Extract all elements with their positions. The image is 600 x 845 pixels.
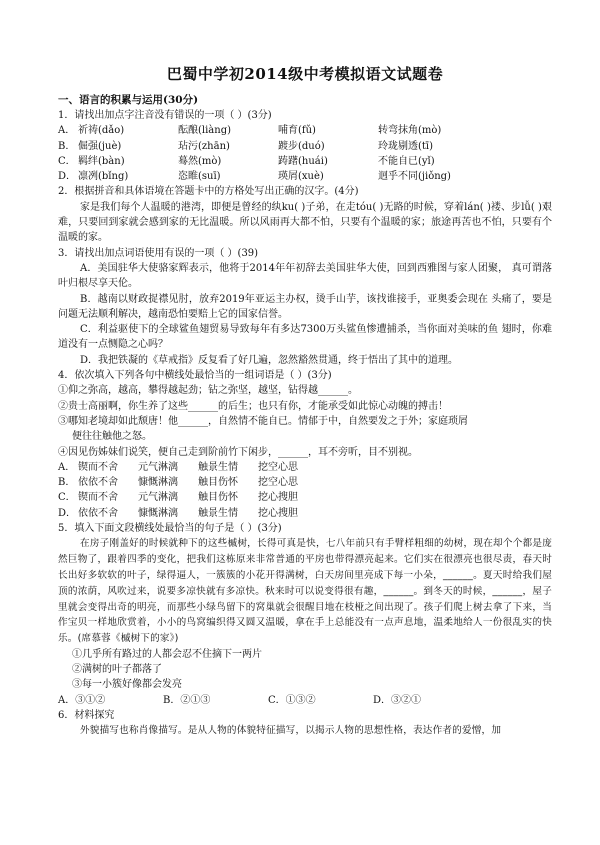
option-cell: 不能自已(yǐ) xyxy=(378,155,435,167)
option-cell: 瑛屑(xuè) xyxy=(278,171,324,183)
option-cell: 迥乎不同(jiǒng) xyxy=(378,171,451,183)
question-2-stem: 2．根据拼音和具体语境在答题卡中的方格处写出正确的汉字。(4分) xyxy=(58,186,359,198)
q4-sentence-2: ②贵士高丽啊，你生养了这些______的后生；也只有你，才能承受如此惊心动魄的搏击！ xyxy=(58,400,448,412)
option-label: D． xyxy=(58,171,77,183)
q4-sentence-3-cont: 便往往触他之怒。 xyxy=(72,431,152,443)
q3-option-c: C．利益驱使下的全球鲨鱼翅贸易导致每年有多达7300万头鲨鱼惨遭捕杀，当你面对美味的鱼 翅时，你难道没有一点恻隐之心吗？ xyxy=(58,324,552,351)
question-5-stem: 5．填入下面文段横线处最恰当的句子是（ ）(3分) xyxy=(58,523,282,535)
option-label: B． xyxy=(58,140,76,152)
q3-option-b: B．越南以财政捉襟见肘，放弃2019年亚运主办权，烫手山芋，该找谁接手，亚奥委会现在 头痛了，要是问题无法顺利解决，越南恐怕要赔上它的国家信誉。 xyxy=(58,293,552,320)
question-4-stem: 4．依次填入下列各句中横线处最恰当的一组词语是（ ）(3分) xyxy=(58,370,332,382)
option-label: A． xyxy=(58,125,76,137)
question-1-stem: 1．请找出加点字注音没有错误的一项（ ）(3分) xyxy=(58,110,272,121)
option-cell: 踱步(duó) xyxy=(278,140,325,152)
q5-options xyxy=(58,693,552,708)
q4-sentence-4: ④因见伤姊妹们说笑，便自己走到阶前竹下闲步，______，耳不旁听，目不别视。 xyxy=(58,446,418,458)
option-cell: 元气淋漓 xyxy=(138,461,178,473)
question-6-stem: 6．材料探究 xyxy=(58,710,115,722)
option-cell: 触景生情 xyxy=(198,461,238,473)
q4-option-b xyxy=(58,475,552,490)
option-cell: 触景生情 xyxy=(198,507,238,519)
option-cell: D．③②① xyxy=(373,694,422,706)
option-cell: 凛冽(bǐng) xyxy=(78,171,129,183)
option-cell: 祈祷(dǎo) xyxy=(78,125,125,137)
q4-option-a xyxy=(58,460,552,475)
option-cell: 玷污(zhān) xyxy=(178,140,230,152)
option-cell: 挖空心思 xyxy=(258,477,298,489)
q5-sentence-1: ①几乎所有路过的人都会忍不住摘下一两片 xyxy=(72,648,262,660)
option-cell: A．③①② xyxy=(58,694,106,706)
option-cell: 踌躇(huái) xyxy=(278,155,328,167)
q4-option-c xyxy=(58,490,552,505)
q6-text: 外貌描写也称肖像描写。是从人物的体貌特征描写，以揭示人物的思想性格，表达作者的爱憎，加 xyxy=(80,725,502,737)
q5-sentence-2: ②满树的叶子都落了 xyxy=(72,664,162,676)
option-cell: 玲珑剔透(tī) xyxy=(378,140,434,152)
option-cell: 锲而不舍 xyxy=(78,461,118,473)
option-cell: 慷慨淋漓 xyxy=(138,477,178,489)
option-cell: 触目伤怀 xyxy=(198,477,238,489)
q4-sentence-3: ③哪知老境却如此颓唐！他______，自然情不能自已。情郁于中，自然要发之于外；家庭琐屑 xyxy=(58,415,468,427)
q4-option-d xyxy=(58,506,552,521)
option-cell: 依依不舍 xyxy=(78,507,118,519)
option-label: C． xyxy=(58,155,76,167)
q5-passage: 在房子刚盖好的时候就种下的这些槭树，长得可真是快，七八年前只有手臂样粗细的幼树，现在却个个都是庞然巨物了，跟着四季的变化，把我们这栋原来非常普通的平房也带得漂亮起来。它们实在很漂亮也很尽责，春天时长出好多软软的叶子，绿得逼人，一簇簇的小花开得满树，白天房间里亮成下每一小朵，______。夏天时给我们屋顶的浓荫，风吹过来，说要多凉快就有多凉快。秋来时可以说变得很有趣，______。到冬天的时候，______，屋子里就会变得出奇的明亮，而那些小绿鸟留下的窝巢就会很醒目地在枝桠之间出现了。孩子们爬上树去拿了下来，当作宝贝一样地欣赏着，小小的鸟窝编织得又圆又温暖，拿在手上总能没有一点声息地，温柔地给人一份很乱实的快乐。(席慕蓉《槭树下的家》) xyxy=(58,538,552,645)
option-cell: 挖心搜胆 xyxy=(258,507,298,519)
page-title: 巴蜀中学初2014级中考模拟语文试题卷 xyxy=(166,65,444,83)
option-cell: 挖空心思 xyxy=(258,461,298,473)
question-3-stem: 3．请找出加点词语使用有误的一项（ ）(39) xyxy=(58,247,259,259)
q1-option-a xyxy=(58,123,552,138)
option-cell: 转弯抹角(mò) xyxy=(378,125,442,137)
q1-option-d xyxy=(58,169,552,184)
option-cell: 倔强(juè) xyxy=(78,140,122,152)
option-cell: 酝酿(liàng) xyxy=(178,125,232,137)
question-2-text: 家是我们每个人温暖的港湾，即便是曾经的纨ku( )子弟，在走tóu( )无路的时候，穿着lán( )褛、步lǚ( )艰难，只要回到家就会感到家的无比温暖。所以风雨再大都不怕，只要有个温暖的家；旅途再苦也不怕，只要有个温暖的家。 xyxy=(58,201,552,244)
option-cell: 触目伤怀 xyxy=(198,492,238,504)
option-cell: 恣睢(suī) xyxy=(178,171,221,183)
option-cell: 挖心搜胆 xyxy=(258,492,298,504)
option-cell: 蓦然(mò) xyxy=(178,155,222,167)
option-cell: 锲而不舍 xyxy=(78,492,118,504)
section-heading: 一、语言的积累与运用(30分) xyxy=(58,94,199,106)
q3-option-a: A．美国驻华大使骆家辉表示，他将于2014年年初辞去美国驻华大使，回到西雅图与家人团聚， 真可谓落叶归根尽享天伦。 xyxy=(58,262,552,290)
q4-sentence-1: ①仰之弥高，越高，攀得越起劲；钻之弥坚，越坚，钻得越______。 xyxy=(58,385,358,397)
option-cell: B．②①③ xyxy=(163,694,211,706)
q1-option-c xyxy=(58,154,552,169)
q1-option-b xyxy=(58,139,552,154)
option-label: C． xyxy=(58,492,76,504)
option-cell: 依依不舍 xyxy=(78,477,118,489)
option-cell: 哺育(fǔ) xyxy=(278,125,316,137)
option-cell: C．①③② xyxy=(268,694,316,706)
option-label: D． xyxy=(58,507,77,519)
option-label: A． xyxy=(58,461,76,473)
option-cell: 慷慨淋漓 xyxy=(138,507,178,519)
option-label: B． xyxy=(58,477,76,489)
option-cell: 羁绊(bàn) xyxy=(78,155,125,167)
option-cell: 元气淋漓 xyxy=(138,492,178,504)
q3-option-d: D．我把铁凝的《草戒指》反复看了好几遍，忽然豁然贯通，终于悟出了其中的道理。 xyxy=(80,354,459,366)
q5-sentence-3: ③每一小簇好像都会发亮 xyxy=(72,679,182,691)
